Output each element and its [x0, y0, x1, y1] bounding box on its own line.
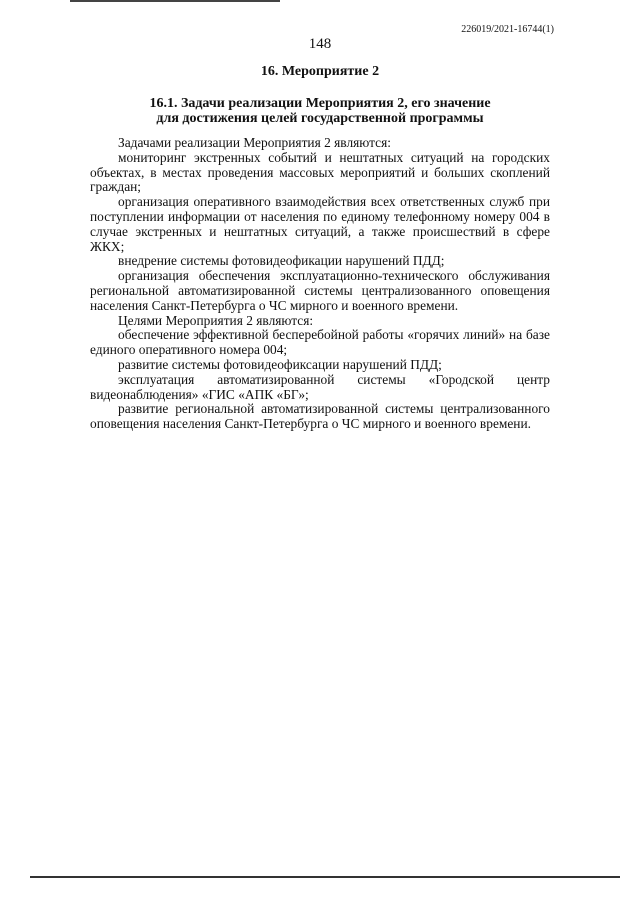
paragraph: мониторинг экстренных событий и нештатных ситуаций на городских объектах, в местах проведения массовых мероприятий и больших скоплений граждан;	[90, 149, 550, 195]
paragraph: развитие региональной автоматизированной системы централизованного оповещения населения Санкт-Петербурга о ЧС мирного и военного времени.	[90, 401, 550, 432]
paragraph: организация обеспечения эксплуатационно-технического обслуживания региональной автоматизированной системы централизованного оповещения населения Санкт-Петербурга о ЧС мирного и военного времени.	[90, 268, 550, 313]
page-number: 148	[308, 36, 332, 52]
scan-artifact-top	[70, 0, 280, 2]
document-number: 226019/2021-16744(1)	[461, 24, 554, 35]
paragraph: организация оперативного взаимодействия всех ответственных служб при поступлении информации от населения по единому телефонному номеру 004 в случае экстренных и нештатных ситуаций, а также происшествий в сфере ЖКХ;	[90, 194, 550, 254]
subsection-heading-line1: 16.1. Задачи реализации Мероприятия 2, его значение	[149, 96, 491, 111]
body-text	[90, 136, 550, 432]
section-heading: 16. Мероприятие 2	[260, 64, 380, 79]
subsection-heading	[0, 96, 640, 126]
scan-artifact-bottom	[30, 876, 620, 878]
paragraph: внедрение системы фотовидеофикации нарушений ПДД;	[118, 253, 445, 269]
subsection-heading-line2: для достижения целей государственной программы	[156, 111, 484, 126]
paragraph: Задачами реализации Мероприятия 2 являются:	[118, 135, 391, 150]
paragraph: обеспечение эффективной бесперебойной работы «горячих линий» на базе единого оперативного номера 004;	[90, 327, 550, 358]
paragraph: развитие системы фотовидеофиксации нарушений ПДД;	[118, 356, 442, 372]
paragraph: Целями Мероприятия 2 являются:	[118, 312, 314, 328]
paragraph: эксплуатация автоматизированной системы «Городской центр видеонаблюдения» «ГИС «АПК «БГ»;	[90, 371, 550, 402]
